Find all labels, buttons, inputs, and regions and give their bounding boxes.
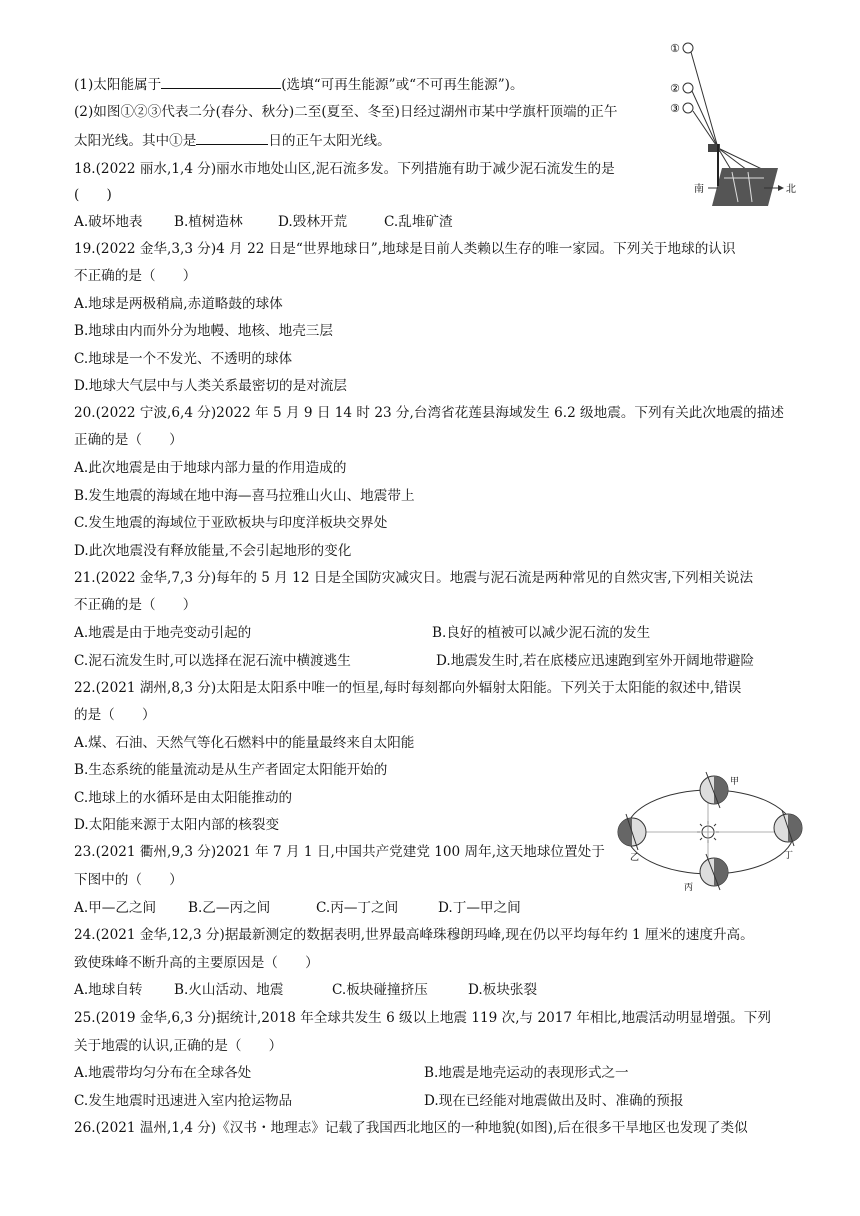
- earth-yi: [618, 814, 646, 850]
- q17-part1-tail: (选填“可再生能源”或“不可再生能源”)。: [281, 77, 524, 93]
- north-label: 北: [786, 184, 796, 195]
- q23-stem-line1: 23.(2021 衢州,9,3 分)2021 年 7 月 1 日,中国共产党建党 100 周年,这天地球位置处于: [74, 844, 605, 860]
- q23-stem-line2: 下图中的（ ）: [74, 872, 183, 888]
- ray-3-label: ③: [670, 102, 680, 115]
- q22-stem-line2: 的是（ ）: [74, 707, 156, 723]
- q25-option-d[interactable]: D.现在已经能对地震做出及时、准确的预报: [424, 1093, 684, 1109]
- q22-option-a[interactable]: A.煤、石油、天然气等化石燃料中的能量最终来自太阳能: [74, 735, 415, 751]
- q18-option-b[interactable]: B.植树造林: [174, 214, 243, 230]
- ray-3: [693, 111, 718, 148]
- q18-stem-line1: 18.(2022 丽水,1,4 分)丽水市地处山区,泥石流多发。下列措施有助于减少泥石流发生的是: [74, 161, 615, 177]
- q25-stem-line2: 关于地震的认识,正确的是（ ）: [74, 1038, 283, 1054]
- ray-2-label: ②: [670, 82, 680, 95]
- q17-part2-tail: 日的正午太阳光线。: [268, 133, 391, 149]
- q23-options: [74, 898, 521, 918]
- q24-option-b[interactable]: B.火山活动、地震: [174, 982, 284, 998]
- q22-stem-line1: 22.(2021 湖州,8,3 分)太阳是太阳系中唯一的恒星,每时每刻都向外辐射太阳能。下列关于太阳能的叙述中,错误: [74, 680, 742, 696]
- q19-option-c[interactable]: C.地球是一个不发光、不透明的球体: [74, 351, 293, 367]
- q21-stem-line1: 21.(2022 金华,7,3 分)每年的 5 月 12 日是全国防灾减灾日。地震与泥石流是两种常见的自然灾害,下列相关说法: [74, 570, 754, 586]
- q26-stem-line1: 26.(2021 温州,1,4 分)《汉书・地理志》记载了我国西北地区的一种地貌(如图),后在很多干旱地区也发现了类似: [74, 1120, 748, 1136]
- ray-1-label: ①: [670, 42, 680, 55]
- earth-jia: [700, 772, 728, 808]
- q18-stem-line2: ( ): [74, 187, 112, 203]
- q21-option-c[interactable]: C.泥石流发生时,可以选择在泥石流中横渡逃生: [74, 653, 351, 669]
- q18-option-c[interactable]: C.乱堆矿渣: [384, 214, 453, 230]
- q20-option-d[interactable]: D.此次地震没有释放能量,不会引起地形的变化: [74, 543, 352, 559]
- q20-stem-line1: 20.(2022 宁波,6,4 分)2022 年 5 月 9 日 14 时 23 分,台湾省花莲县海域发生 6.2 级地震。下列有关此次地震的描述: [74, 405, 784, 421]
- q20-option-c[interactable]: C.发生地震的海域位于亚欧板块与印度洋板块交界处: [74, 515, 388, 531]
- label-yi: 乙: [630, 853, 640, 863]
- q17-part2-line2: [74, 130, 391, 151]
- q18-option-d[interactable]: D.毁林开荒: [278, 214, 348, 230]
- q25-option-b[interactable]: B.地震是地壳运动的表现形式之一: [424, 1065, 629, 1081]
- earth-ding: [774, 810, 802, 846]
- q25-option-a[interactable]: A.地震带均匀分布在全球各处: [74, 1065, 252, 1081]
- ground-plane: [712, 168, 778, 206]
- answer-blank-2[interactable]: [196, 130, 268, 145]
- q24-option-c[interactable]: C.板块碰撞挤压: [332, 982, 428, 998]
- q24-option-a[interactable]: A.地球自转: [74, 982, 143, 998]
- q18-option-a[interactable]: A.破坏地表: [74, 214, 143, 230]
- label-bing: 丙: [684, 883, 694, 893]
- q20-option-b[interactable]: B.发生地震的海域在地中海—喜马拉雅山火山、地震带上: [74, 488, 415, 504]
- q19-option-b[interactable]: B.地球由内而外分为地幔、地核、地壳三层: [74, 323, 333, 339]
- q17-part1: [74, 74, 524, 95]
- q24-options: [74, 980, 537, 1000]
- q20-option-a[interactable]: A.此次地震是由于地球内部力量的作用造成的: [74, 460, 347, 476]
- q20-stem-line2: 正确的是（ ）: [74, 432, 183, 448]
- q23-option-a[interactable]: A.甲—乙之间: [74, 900, 157, 916]
- q21-option-d[interactable]: D.地震发生时,若在底楼应迅速跑到室外开阔地带避险: [436, 653, 755, 669]
- ray-2-marker: [683, 83, 693, 93]
- q18-options: [74, 212, 453, 232]
- label-jia: 甲: [730, 777, 740, 787]
- q22-option-b[interactable]: B.生态系统的能量流动是从生产者固定太阳能开始的: [74, 762, 388, 778]
- flagpole-sun-ray-figure: [660, 36, 800, 206]
- q17-part1-lead: (1)太阳能属于: [74, 77, 162, 93]
- ray-1-marker: [683, 43, 693, 53]
- label-ding: 丁: [784, 851, 794, 861]
- earth-bing: [700, 854, 728, 890]
- south-label: 南: [694, 184, 704, 195]
- q24-stem-line1: 24.(2021 金华,12,3 分)据最新测定的数据表明,世界最高峰珠穆朗玛峰,现在仍以平均每年约 1 厘米的速度升高。: [74, 927, 754, 943]
- q23-option-d[interactable]: D.丁—甲之间: [438, 900, 521, 916]
- q19-stem-line2: 不正确的是（ ）: [74, 268, 197, 284]
- q21-stem-line2: 不正确的是（ ）: [74, 597, 197, 613]
- q22-option-d[interactable]: D.太阳能来源于太阳内部的核裂变: [74, 817, 280, 833]
- q24-option-d[interactable]: D.板块张裂: [468, 982, 538, 998]
- q25-option-c[interactable]: C.发生地震时迅速进入室内抢运物品: [74, 1093, 293, 1109]
- answer-blank-1[interactable]: [161, 74, 281, 89]
- q17-part2-lead: 太阳光线。其中①是: [74, 133, 197, 149]
- q23-option-c[interactable]: C.丙—丁之间: [316, 900, 399, 916]
- ray-1: [691, 52, 718, 148]
- q19-option-a[interactable]: A.地球是两极稍扁,赤道略鼓的球体: [74, 296, 283, 312]
- ray-2: [692, 91, 718, 148]
- q23-option-b[interactable]: B.乙—丙之间: [188, 900, 271, 916]
- q19-option-d[interactable]: D.地球大气层中与人类关系最密切的是对流层: [74, 378, 348, 394]
- ray-3-marker: [683, 103, 693, 113]
- q17-part2-line1: (2)如图①②③代表二分(春分、秋分)二至(夏至、冬至)日经过湖州市某中学旗杆顶端的正午: [74, 104, 618, 120]
- q25-stem-line1: 25.(2019 金华,6,3 分)据统计,2018 年全球共发生 6 级以上地震 119 次,与 2017 年相比,地震活动明显增强。下列: [74, 1010, 771, 1026]
- q24-stem-line2: 致使珠峰不断升高的主要原因是（ ）: [74, 955, 319, 971]
- q21-option-a[interactable]: A.地震是由于地壳变动引起的: [74, 625, 252, 641]
- q21-option-b[interactable]: B.良好的植被可以减少泥石流的发生: [432, 625, 651, 641]
- q22-option-c[interactable]: C.地球上的水循环是由太阳能推动的: [74, 790, 293, 806]
- q19-stem-line1: 19.(2022 金华,3,3 分)4 月 22 日是“世界地球日”,地球是目前人类赖以生存的唯一家园。下列关于地球的认识: [74, 241, 736, 257]
- earth-orbit-figure: [610, 766, 810, 894]
